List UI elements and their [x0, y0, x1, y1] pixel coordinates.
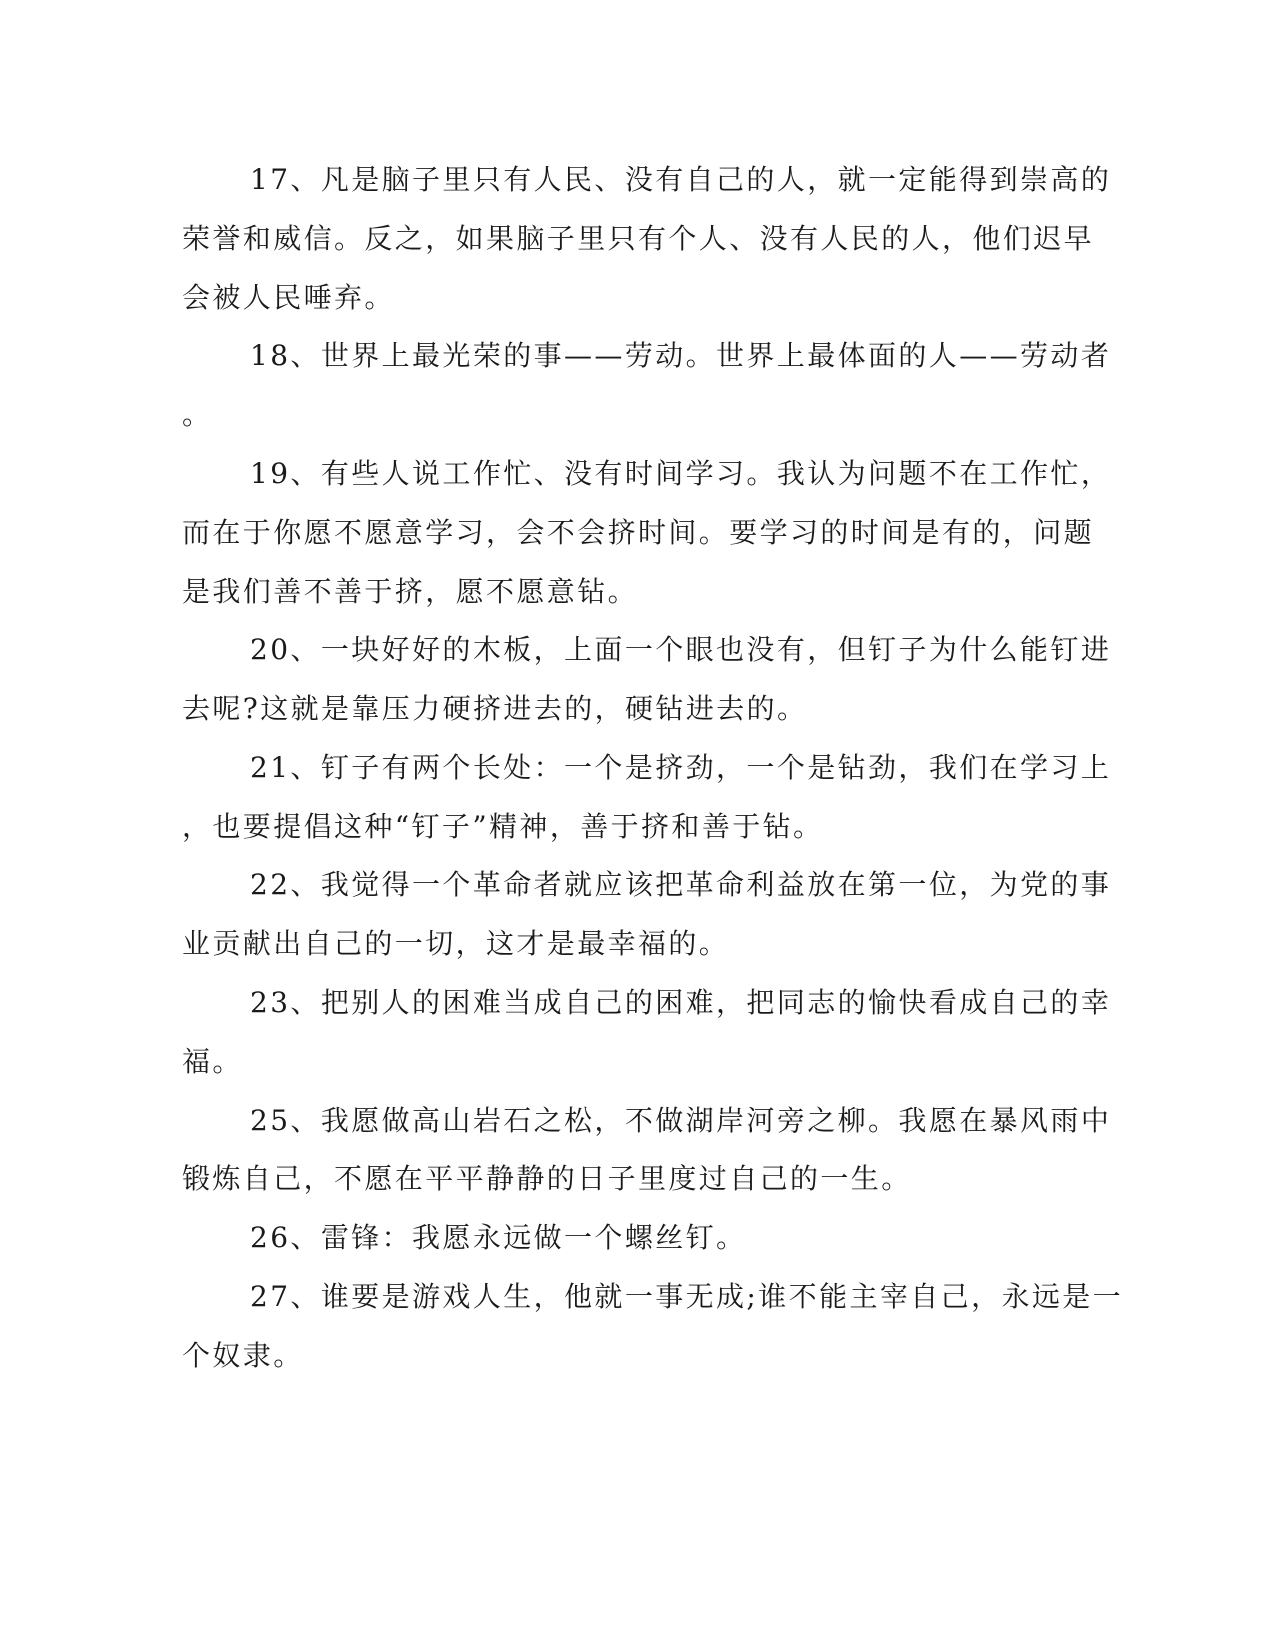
- paragraph-line: 19、有些人说工作忙、没有时间学习。我认为问题不在工作忙，: [250, 457, 1112, 490]
- paragraph-line: 26、雷锋：我愿永远做一个螺丝钉。: [250, 1221, 747, 1254]
- paragraph-line: 是我们善不善于挤，愿不愿意钻。: [182, 575, 639, 608]
- paragraph-line: 荣誉和威信。反之，如果脑子里只有个人、没有人民的人，他们迟早: [182, 222, 1095, 255]
- paragraph-line: 而在于你愿不愿意学习，会不会挤时间。要学习的时间是有的，问题: [182, 516, 1095, 549]
- paragraph-line: 业贡献出自己的一切，这才是最幸福的。: [182, 927, 730, 960]
- paragraph-line: 会被人民唾弃。: [182, 281, 395, 314]
- paragraph-line: 17、凡是脑子里只有人民、没有自己的人，就一定能得到崇高的: [250, 163, 1112, 196]
- paragraph-line: 22、我觉得一个革命者就应该把革命利益放在第一位，为党的事: [250, 868, 1112, 901]
- paragraph-line: 20、一块好好的木板，上面一个眼也没有，但钉子为什么能钉进: [250, 633, 1112, 666]
- paragraph-line: 27、谁要是游戏人生，他就一事无成;谁不能主宰自己，永远是一: [250, 1280, 1124, 1313]
- paragraph-line: 去呢?这就是靠压力硬挤进去的，硬钻进去的。: [182, 692, 808, 725]
- paragraph-line: 18、世界上最光荣的事——劳动。世界上最体面的人——劳动者: [250, 339, 1112, 372]
- paragraph-line: 福。: [182, 1045, 243, 1078]
- paragraph-line: 。: [182, 398, 213, 431]
- paragraph-line: 21、钉子有两个长处：一个是挤劲，一个是钻劲，我们在学习上: [250, 751, 1112, 784]
- paragraph-line: 个奴隶。: [182, 1339, 304, 1372]
- paragraph-line: ，也要提倡这种“钉子”精神，善于挤和善于钻。: [182, 810, 824, 843]
- paragraph-line: 锻炼自己，不愿在平平静静的日子里度过自己的一生。: [182, 1162, 912, 1195]
- paragraph-line: 25、我愿做高山岩石之松，不做湖岸河旁之柳。我愿在暴风雨中: [250, 1104, 1112, 1137]
- paragraph-line: 23、把别人的困难当成自己的困难，把同志的愉快看成自己的幸: [250, 986, 1112, 1019]
